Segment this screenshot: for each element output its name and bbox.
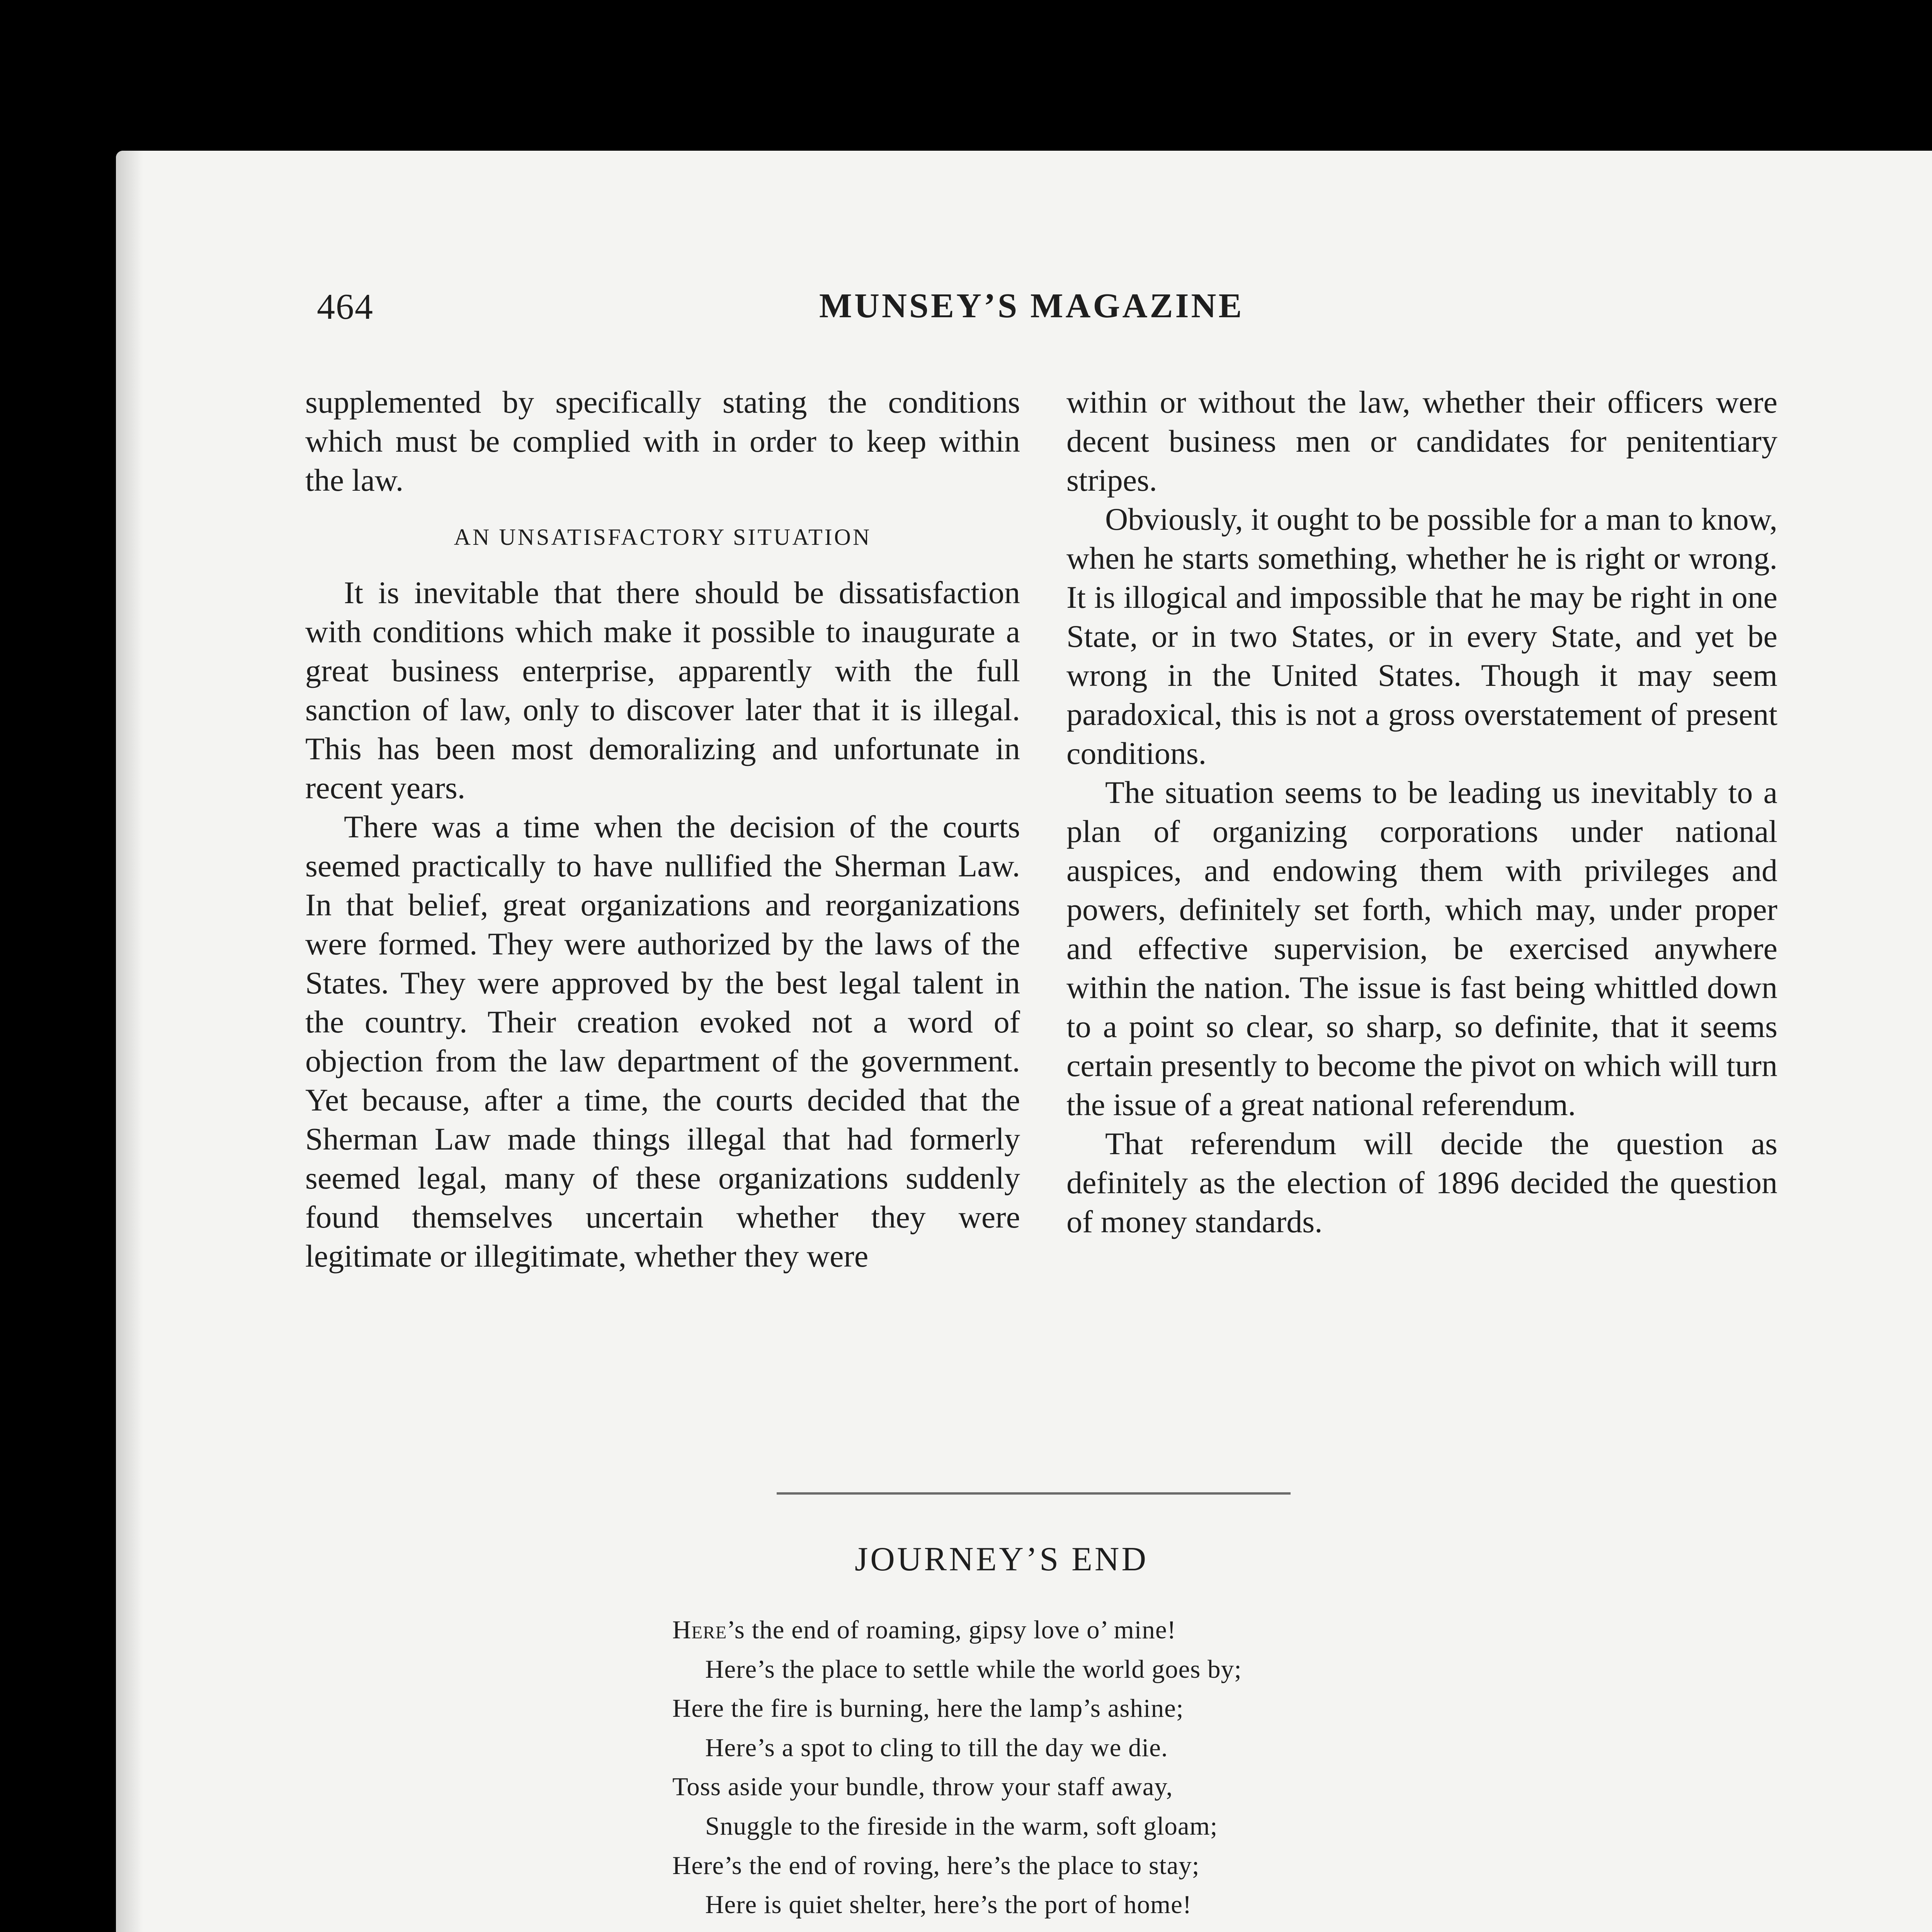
page-header	[301, 286, 1777, 336]
section-divider	[777, 1492, 1291, 1495]
poem-line: Here is quiet shelter, here’s the port of home!	[705, 1890, 1192, 1919]
right-paragraph-1: within or without the law, whether their officers were decent business men or candidates for penitentiary stripes.	[1066, 384, 1777, 498]
right-paragraph-2: Obviously, it ought to be possible for a man to know, when he starts something, whether he is right or wrong. It is illogical and impossible that he may be right in one State, or in two States, or in every State, and yet be wrong in the United States. Though it may seem paradoxical, this is not a gross overstatement of present conditions.	[1066, 502, 1777, 771]
right-paragraph-3: The situation seems to be leading us inevitably to a plan of organizing corporations under national auspices, and endowing them with privileges and powers, definitely set forth, which may, under proper and effective supervision, be exercised anywhere within the nation. The issue is fast being whittled down to a point so clear, so sharp, so definite, that it seems certain presently to become the pivot on which will turn the issue of a great national referendum.	[1066, 775, 1777, 1122]
page-left-edge	[116, 151, 143, 1932]
left-paragraph-3: There was a time when the decision of the courts seemed practically to have nullified the Sherman Law. In that belief, great organizations and reorganizations were formed. They were authorized by the laws of the States. They were approved by the best legal talent in the country. Their creation evoked not a word of objection from the law department of the government. Yet because, after a time, the courts decided that the Sherman Law made things illegal that had formerly seemed legal, many of these organizations suddenly found themselves uncertain whether they were legitimate or illegitimate, whether they were	[305, 809, 1020, 1274]
poem-line: Here’s the place to settle while the world goes by;	[705, 1655, 1242, 1684]
left-column	[305, 383, 1020, 1276]
section-subhead: AN UNSATISFACTORY SITUATION	[454, 524, 872, 550]
poem-first-word: Here	[672, 1616, 727, 1644]
poem-stanza-1	[672, 1611, 1716, 1925]
poem-body	[672, 1611, 1716, 1932]
right-paragraph-4: That referendum will decide the question as definitely as the election of 1896 decided the question of money standards.	[1066, 1126, 1777, 1239]
left-paragraph-1: supplemented by specifically stating the conditions which must be complied with in order to keep within the law.	[305, 384, 1020, 498]
poem-line: Toss aside your bundle, throw your staff away,	[672, 1772, 1173, 1801]
running-head: MUNSEY’S MAGAZINE	[819, 287, 1244, 325]
left-paragraph-2: It is inevitable that there should be dissatisfaction with conditions which make it possible to inaugurate a great business enterprise, apparently with the full sanction of law, only to discover later that it is illegal. This has been most demoralizing and unfortunate in recent years.	[305, 575, 1020, 805]
poem-line: Here’s the end of roving, here’s the place to stay;	[672, 1851, 1200, 1880]
page-number: 464	[317, 287, 374, 327]
poem-line: Snuggle to the fireside in the warm, soft gloam;	[705, 1811, 1218, 1840]
right-column	[1066, 383, 1777, 1241]
poem-title: JOURNEY’S END	[855, 1541, 1148, 1578]
poem-line: Here’s the end of roaming, gipsy love o’ mine!	[672, 1616, 1176, 1644]
poem-line: Here the fire is burning, here the lamp’s ashine;	[672, 1694, 1184, 1723]
poem-line: Here’s a spot to cling to till the day we die.	[705, 1733, 1168, 1762]
